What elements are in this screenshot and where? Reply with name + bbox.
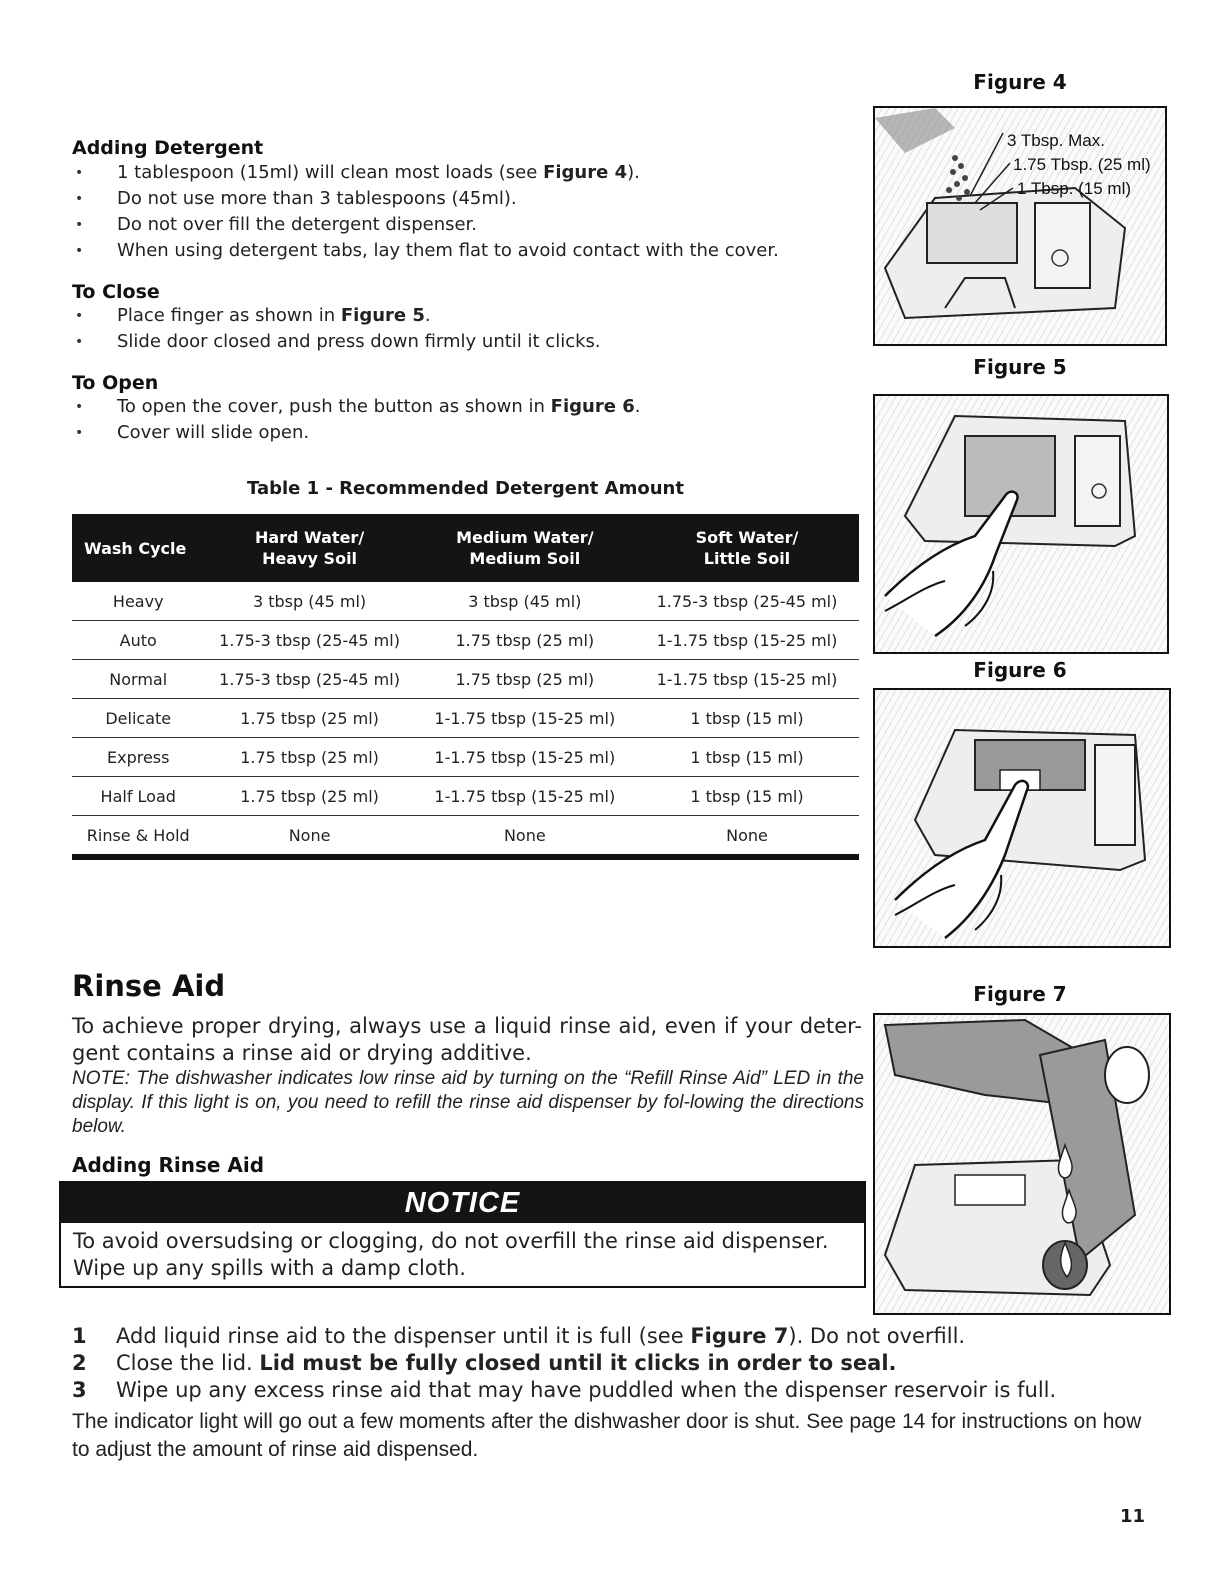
table-cell: None — [204, 816, 414, 858]
table-cell: 1.75 tbsp (25 ml) — [204, 699, 414, 738]
list-item: 2 Close the lid. Lid must be fully closed until it clicks in order to seal. — [72, 1351, 897, 1375]
table-caption: Table 1 - Recommended Detergent Amount — [247, 478, 684, 499]
table-cell: None — [635, 816, 859, 858]
table-cell: Auto — [72, 621, 204, 660]
list-item: • When using detergent tabs, lay them flat to avoid contact with the cover. — [72, 238, 852, 264]
adding-detergent-heading: Adding Detergent — [72, 137, 264, 159]
table-cell: Heavy — [72, 582, 204, 621]
table-cell: 1.75 tbsp (25 ml) — [204, 738, 414, 777]
table-cell: 1 tbsp (15 ml) — [635, 738, 859, 777]
to-close-heading: To Close — [72, 281, 160, 303]
list-item: • Do not use more than 3 tablespoons (45ml). — [72, 186, 852, 212]
list-item: 1 Add liquid rinse aid to the dispenser until it is full (see Figure 7). Do not overfill. — [72, 1324, 966, 1348]
table-row — [72, 660, 859, 699]
table-cell: None — [415, 816, 635, 858]
list-item: • To open the cover, push the button as shown in Figure 6. — [72, 394, 852, 420]
table-cell: 1.75 tbsp (25 ml) — [415, 660, 635, 699]
figure-6-illustration — [873, 688, 1171, 948]
table-row — [72, 816, 859, 858]
notice-box — [59, 1181, 866, 1288]
table-cell: 1-1.75 tbsp (15-25 ml) — [635, 621, 859, 660]
figure-7-illustration — [873, 1013, 1171, 1315]
list-item: • Do not over fill the detergent dispenser. — [72, 212, 852, 238]
footer-paragraph: The indicator light will go out a few moments after the dishwasher door is shut. See page 14 for instructions on how to adjust the amount of rinse aid dispensed. — [72, 1410, 1142, 1461]
figure-4-label: Figure 4 — [973, 70, 1067, 94]
table-cell: 3 tbsp (45 ml) — [415, 582, 635, 621]
figure-5-illustration — [873, 394, 1169, 654]
table-cell: Express — [72, 738, 204, 777]
open-dispenser-button-icon — [875, 690, 1169, 946]
detergent-dispenser-fill-icon — [875, 108, 1165, 344]
rinse-aid-title: Rinse Aid — [72, 969, 226, 1003]
table-cell: 1.75-3 tbsp (25-45 ml) — [635, 582, 859, 621]
list-item: 3 Wipe up any excess rinse aid that may have puddled when the dispenser reservoir is full. — [72, 1378, 1057, 1402]
callout-3-tbsp: 3 Tbsp. Max. — [1007, 131, 1105, 150]
table-cell: 1-1.75 tbsp (15-25 ml) — [415, 738, 635, 777]
table-row — [72, 621, 859, 660]
to-open-list — [72, 394, 852, 446]
table-cell: 3 tbsp (45 ml) — [204, 582, 414, 621]
adding-detergent-list — [72, 160, 852, 264]
table-header-wash-cycle: Wash Cycle — [72, 514, 204, 582]
table-cell: 1 tbsp (15 ml) — [635, 777, 859, 816]
page-number: 11 — [1120, 1506, 1146, 1527]
close-dispenser-finger-icon — [875, 396, 1167, 652]
table-cell: Normal — [72, 660, 204, 699]
rinse-aid-steps — [72, 1323, 1172, 1404]
table-cell: 1.75-3 tbsp (25-45 ml) — [204, 660, 414, 699]
table-cell: Delicate — [72, 699, 204, 738]
table-cell: 1-1.75 tbsp (15-25 ml) — [415, 777, 635, 816]
table-cell: 1-1.75 tbsp (15-25 ml) — [415, 699, 635, 738]
table-row — [72, 582, 859, 621]
callout-1-75-tbsp: 1.75 Tbsp. (25 ml) — [1013, 155, 1151, 174]
table-cell: 1 tbsp (15 ml) — [635, 699, 859, 738]
table-cell: 1.75-3 tbsp (25-45 ml) — [204, 621, 414, 660]
table-cell: 1.75 tbsp (25 ml) — [204, 777, 414, 816]
figure-5-label: Figure 5 — [973, 355, 1067, 379]
table-row — [72, 699, 859, 738]
notice-body: To avoid oversudsing or clogging, do not overfill the rinse aid dispenser. Wipe up any spills with a damp cloth. — [73, 1229, 829, 1280]
table-header-medium-water: Medium Water/ Medium Soil — [415, 514, 635, 582]
to-open-heading: To Open — [72, 372, 159, 394]
list-item: • Slide door closed and press down firmly until it clicks. — [72, 329, 852, 355]
table-cell: 1.75 tbsp (25 ml) — [415, 621, 635, 660]
table-row — [72, 777, 859, 816]
table-cell: Half Load — [72, 777, 204, 816]
figure-7-label: Figure 7 — [973, 982, 1067, 1006]
rinse-aid-note: NOTE: The dishwasher indicates low rinse aid by turning on the “Refill Rinse Aid” LED in the display. If this light is on, you need to refill the rinse aid dispenser by fol-lowing the directions below. — [72, 1068, 864, 1137]
table-cell: 1-1.75 tbsp (15-25 ml) — [635, 660, 859, 699]
figure-4-illustration — [873, 106, 1167, 346]
figure-6-label: Figure 6 — [973, 658, 1067, 682]
detergent-table — [72, 514, 859, 860]
list-item: • Cover will slide open. — [72, 420, 852, 446]
list-item: • 1 tablespoon (15ml) will clean most loads (see Figure 4). — [72, 160, 852, 186]
to-close-list — [72, 303, 852, 355]
table-header-soft-water: Soft Water/ Little Soil — [635, 514, 859, 582]
table-row — [72, 738, 859, 777]
adding-rinse-aid-heading: Adding Rinse Aid — [72, 1153, 265, 1177]
notice-header: NOTICE — [61, 1183, 864, 1223]
rinse-aid-intro: To achieve proper drying, always use a liquid rinse aid, even if your deter-gent contains a rinse aid or drying additive. — [72, 1014, 862, 1065]
rinse-aid-bottle-icon — [875, 1015, 1169, 1313]
table-cell: Rinse & Hold — [72, 816, 204, 858]
table-header-hard-water: Hard Water/ Heavy Soil — [204, 514, 414, 582]
list-item: • Place finger as shown in Figure 5. — [72, 303, 852, 329]
callout-1-tbsp: 1 Tbsp. (15 ml) — [1017, 179, 1132, 198]
